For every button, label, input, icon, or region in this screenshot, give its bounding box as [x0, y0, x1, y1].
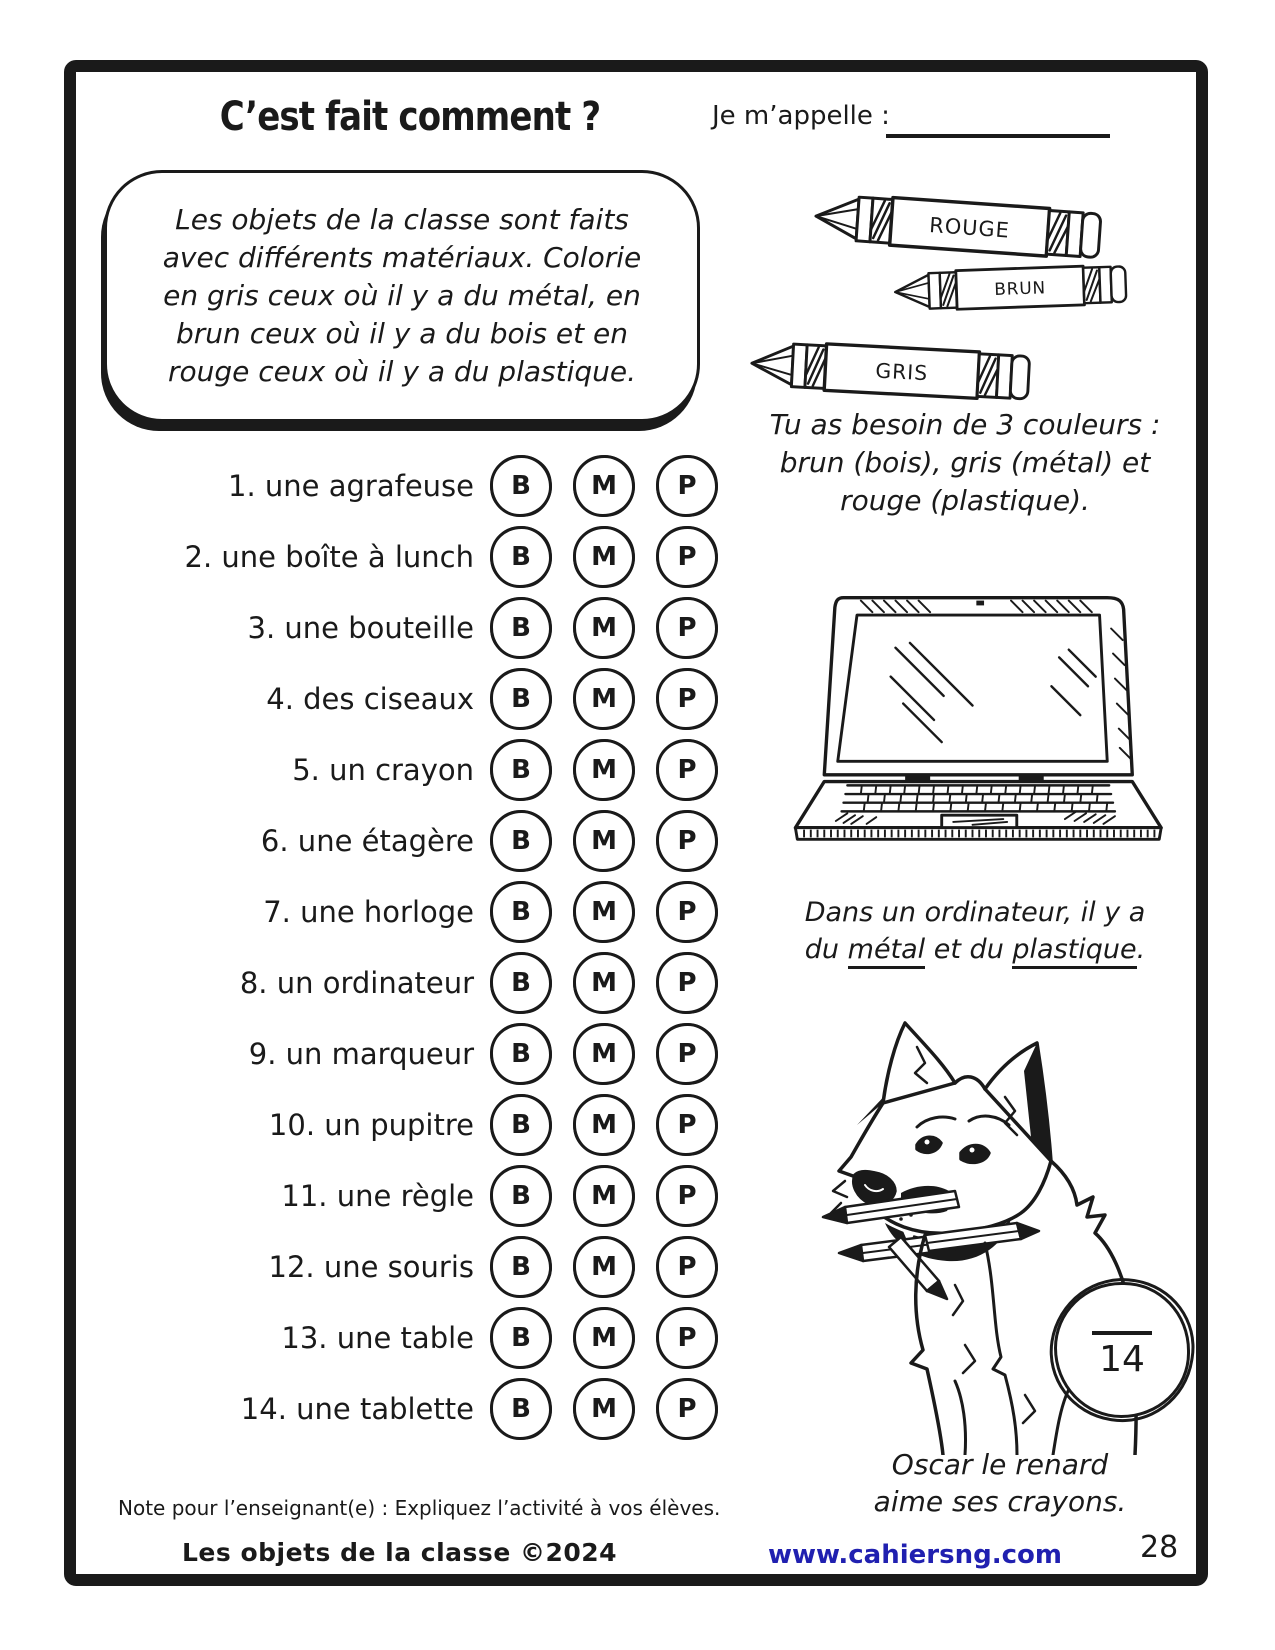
choice-circle-b[interactable] — [490, 1165, 552, 1227]
page-title: C’est fait comment ? — [219, 94, 601, 140]
computer-note-text: du — [804, 934, 848, 965]
choice-circle-p[interactable] — [656, 455, 718, 517]
item-label: 4. des ciseaux — [266, 681, 474, 716]
item-label: 1. une agrafeuse — [228, 468, 474, 503]
list-item — [100, 805, 718, 876]
list-item — [100, 947, 718, 1018]
score-blank-line[interactable] — [1092, 1331, 1152, 1335]
computer-note-text: . — [1136, 934, 1146, 965]
list-item — [100, 876, 718, 947]
choice-circle-p[interactable] — [656, 1165, 718, 1227]
choice-circle-p[interactable] — [656, 1094, 718, 1156]
choice-circle-p[interactable] — [656, 952, 718, 1014]
choice-circle-b[interactable] — [490, 526, 552, 588]
circle-letter: P — [677, 1038, 697, 1069]
choice-circle-b[interactable] — [490, 455, 552, 517]
website-link[interactable]: www.cahiersng.com — [768, 1540, 1062, 1570]
choice-circle-p[interactable] — [656, 668, 718, 730]
instructions-line: rouge ceux où il y a du plastique. — [167, 355, 636, 388]
circle-letter: P — [677, 683, 697, 714]
circle-letter: B — [511, 1322, 531, 1353]
item-label: 3. une bouteille — [247, 610, 474, 645]
instructions-line: en gris ceux où il y a du métal, en — [163, 279, 641, 312]
circle-letter: B — [511, 1038, 531, 1069]
circle-letter: B — [511, 896, 531, 927]
circle-letter: B — [511, 1109, 531, 1140]
circle-letter: M — [591, 967, 617, 998]
fox-caption-line: Oscar le renard — [891, 1448, 1109, 1481]
item-label: 12. une souris — [268, 1249, 474, 1284]
choice-circles — [490, 455, 718, 517]
choice-circle-p[interactable] — [656, 1378, 718, 1440]
choice-circle-b[interactable] — [490, 881, 552, 943]
choice-circle-b[interactable] — [490, 810, 552, 872]
item-label: 7. une horloge — [263, 894, 474, 929]
circle-letter: M — [591, 754, 617, 785]
computer-note-line1: Dans un ordinateur, il y a — [804, 897, 1146, 928]
choice-circle-p[interactable] — [656, 597, 718, 659]
choice-circle-m[interactable] — [573, 1236, 635, 1298]
crayon-brun-label: BRUN — [993, 277, 1047, 300]
choice-circle-m[interactable] — [573, 952, 635, 1014]
computer-note-line2 — [755, 931, 1195, 968]
underlined-metal: métal — [848, 934, 926, 969]
circle-letter: M — [591, 1322, 617, 1353]
choice-circles — [490, 739, 718, 801]
colors-note — [735, 406, 1195, 520]
choice-circle-m[interactable] — [573, 810, 635, 872]
choice-circles — [490, 1023, 718, 1085]
choice-circle-m[interactable] — [573, 526, 635, 588]
list-item — [100, 734, 718, 805]
circle-letter: B — [511, 470, 531, 501]
teacher-note: Note pour l’enseignant(e) : Expliquez l’activité à vos élèves. — [118, 1496, 721, 1520]
item-label: 2. une boîte à lunch — [184, 539, 474, 574]
choice-circle-p[interactable] — [656, 1236, 718, 1298]
circle-letter: M — [591, 1109, 617, 1140]
choice-circles — [490, 1094, 718, 1156]
circle-letter: P — [677, 541, 697, 572]
list-item — [100, 450, 718, 521]
circle-letter: P — [677, 1251, 697, 1282]
choice-circle-m[interactable] — [573, 1165, 635, 1227]
choice-circle-p[interactable] — [656, 881, 718, 943]
list-item — [100, 1018, 718, 1089]
circle-letter: M — [591, 1038, 617, 1069]
choice-circle-p[interactable] — [656, 739, 718, 801]
choice-circle-m[interactable] — [573, 1378, 635, 1440]
choice-circle-b[interactable] — [490, 952, 552, 1014]
choice-circle-m[interactable] — [573, 1307, 635, 1369]
choice-circles — [490, 1378, 718, 1440]
list-item — [100, 1089, 718, 1160]
circle-letter: P — [677, 1393, 697, 1424]
circle-letter: M — [591, 825, 617, 856]
circle-letter: M — [591, 1180, 617, 1211]
instructions-line: brun ceux où il y a du bois et en — [176, 317, 628, 350]
circle-letter: P — [677, 896, 697, 927]
choice-circle-b[interactable] — [490, 1236, 552, 1298]
choice-circle-b[interactable] — [490, 668, 552, 730]
item-label: 14. une tablette — [240, 1391, 474, 1426]
choice-circles — [490, 1307, 718, 1369]
crayon-gris-label: GRIS — [874, 358, 929, 386]
circle-letter: P — [677, 825, 697, 856]
circle-letter: B — [511, 825, 531, 856]
choice-circle-b[interactable] — [490, 1378, 552, 1440]
page-number: 28 — [1140, 1530, 1179, 1565]
name-label: Je m’appelle : — [712, 101, 890, 131]
choice-circles — [490, 526, 718, 588]
choice-circle-m[interactable] — [573, 597, 635, 659]
choice-circle-p[interactable] — [656, 1023, 718, 1085]
materials-list — [100, 450, 718, 1444]
choice-circle-m[interactable] — [573, 739, 635, 801]
circle-letter: M — [591, 1251, 617, 1282]
list-item — [100, 1302, 718, 1373]
choice-circle-p[interactable] — [656, 526, 718, 588]
instructions-line: Les objets de la classe sont faits — [175, 203, 629, 236]
choice-circles — [490, 1236, 718, 1298]
item-label: 13. une table — [281, 1320, 474, 1355]
list-item — [100, 663, 718, 734]
circle-letter: M — [591, 1393, 617, 1424]
choice-circle-p[interactable] — [656, 810, 718, 872]
instructions-bubble — [104, 170, 700, 422]
name-blank-line[interactable] — [886, 104, 1110, 138]
fox-caption — [810, 1446, 1190, 1520]
circle-letter: P — [677, 1109, 697, 1140]
crayon-brun-illustration — [891, 259, 1151, 316]
choice-circle-m[interactable] — [573, 881, 635, 943]
item-label: 11. une règle — [281, 1178, 474, 1213]
circle-letter: B — [511, 541, 531, 572]
circle-letter: P — [677, 612, 697, 643]
list-item — [100, 1231, 718, 1302]
choice-circle-m[interactable] — [573, 1094, 635, 1156]
choice-circle-m[interactable] — [573, 668, 635, 730]
score-badge[interactable] — [1054, 1282, 1190, 1418]
item-label: 10. un pupitre — [268, 1107, 474, 1142]
choice-circles — [490, 668, 718, 730]
colors-note-line: Tu as besoin de 3 couleurs : — [769, 408, 1161, 441]
item-label: 6. une étagère — [260, 823, 474, 858]
circle-letter: B — [511, 1251, 531, 1282]
choice-circles — [490, 881, 718, 943]
circle-letter: B — [511, 754, 531, 785]
choice-circle-p[interactable] — [656, 1307, 718, 1369]
item-label: 9. un marqueur — [248, 1036, 474, 1071]
colors-note-line: brun (bois), gris (métal) et — [779, 446, 1151, 479]
fox-caption-line: aime ses crayons. — [873, 1485, 1127, 1518]
colors-note-line: rouge (plastique). — [840, 484, 1090, 517]
circle-letter: M — [591, 612, 617, 643]
circle-letter: M — [591, 541, 617, 572]
score-total: 14 — [1099, 1339, 1145, 1380]
circle-letter: M — [591, 896, 617, 927]
choice-circle-m[interactable] — [573, 455, 635, 517]
list-item — [100, 1373, 718, 1444]
item-label: 8. un ordinateur — [239, 965, 474, 1000]
item-label: 5. un crayon — [292, 752, 474, 787]
choice-circle-b[interactable] — [490, 597, 552, 659]
series-title: Les objets de la classe ©2024 — [182, 1538, 618, 1567]
circle-letter: P — [677, 1180, 697, 1211]
choice-circle-b[interactable] — [490, 1307, 552, 1369]
computer-note-text: et du — [925, 934, 1013, 965]
choice-circle-b[interactable] — [490, 1023, 552, 1085]
circle-letter: P — [677, 967, 697, 998]
circle-letter: M — [591, 683, 617, 714]
circle-letter: B — [511, 683, 531, 714]
choice-circles — [490, 597, 718, 659]
crayon-rouge-label: ROUGE — [928, 213, 1011, 243]
laptop-illustration — [780, 590, 1165, 855]
circle-letter: B — [511, 612, 531, 643]
instructions-line: avec différents matériaux. Colorie — [162, 241, 642, 274]
list-item — [100, 1160, 718, 1231]
list-item — [100, 521, 718, 592]
circle-letter: B — [511, 1393, 531, 1424]
underlined-plastique: plastique — [1012, 934, 1136, 969]
circle-letter: M — [591, 470, 617, 501]
choice-circles — [490, 952, 718, 1014]
choice-circle-b[interactable] — [490, 1094, 552, 1156]
circle-letter: P — [677, 470, 697, 501]
choice-circle-m[interactable] — [573, 1023, 635, 1085]
circle-letter: B — [511, 1180, 531, 1211]
list-item — [100, 592, 718, 663]
choice-circles — [490, 810, 718, 872]
choice-circles — [490, 1165, 718, 1227]
circle-letter: B — [511, 967, 531, 998]
circle-letter: P — [677, 754, 697, 785]
choice-circle-b[interactable] — [490, 739, 552, 801]
circle-letter: P — [677, 1322, 697, 1353]
computer-note — [755, 894, 1195, 968]
